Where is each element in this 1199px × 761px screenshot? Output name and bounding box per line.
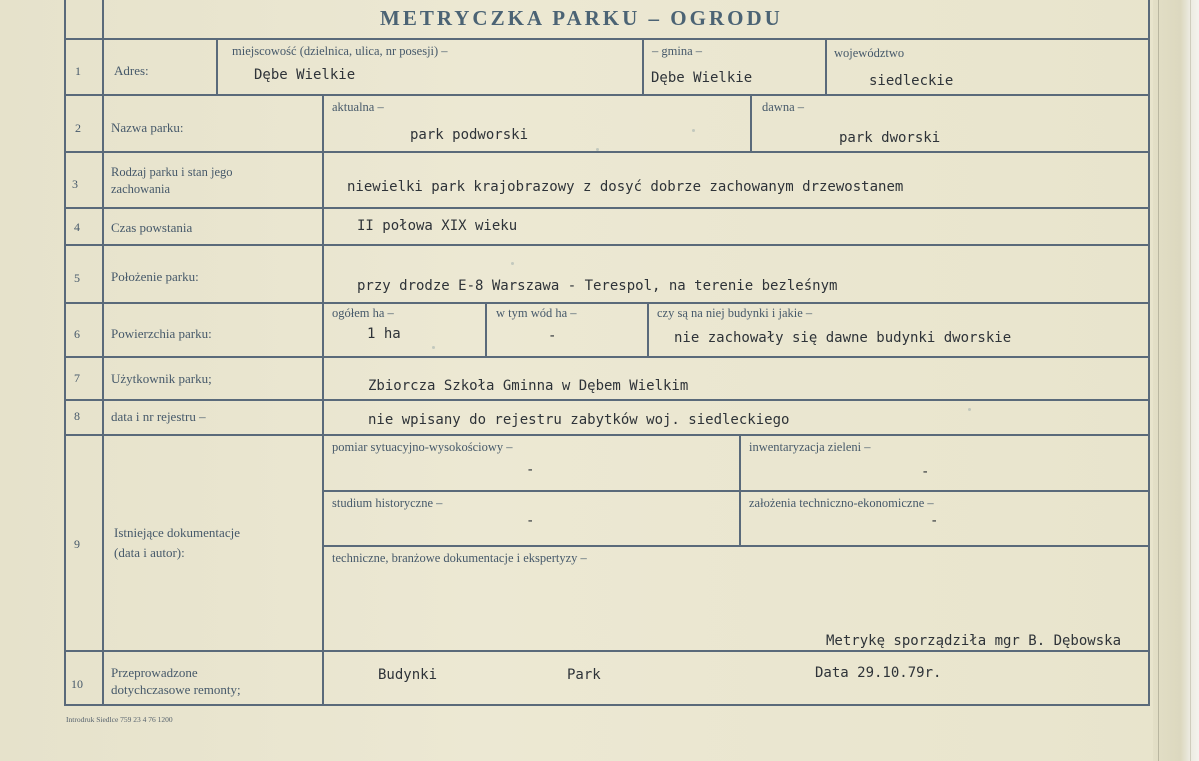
current-name-label: aktualna – xyxy=(332,100,384,114)
creation-time-label: Czas powstania xyxy=(111,220,193,235)
greenery-value: - xyxy=(921,464,930,480)
paper-speck xyxy=(692,129,695,132)
rule xyxy=(64,151,1150,153)
row-number: 6 xyxy=(74,327,80,341)
paper-speck xyxy=(511,262,514,265)
renovations-park: Park xyxy=(567,667,601,683)
buildings-value: nie zachowały się dawne budynki dworskie xyxy=(674,330,1012,346)
renovations-label: Przeprowadzone xyxy=(111,665,198,680)
rule xyxy=(485,304,487,358)
rule xyxy=(64,38,1150,40)
history-study-value: - xyxy=(526,513,535,529)
former-name-label: dawna – xyxy=(762,100,804,114)
survey-label: pomiar sytuacyjno-wysokościowy – xyxy=(332,440,513,454)
area-label: Powierzchia parku: xyxy=(111,326,212,341)
user-label: Użytkownik parku; xyxy=(111,371,212,386)
rule xyxy=(322,545,1150,547)
tech-econ-label: założenia techniczno-ekonomiczne – xyxy=(749,496,934,510)
form-date: Data 29.10.79r. xyxy=(815,665,942,681)
row-number: 2 xyxy=(75,121,81,135)
rule xyxy=(647,304,649,358)
paper-speck xyxy=(596,148,599,151)
rule xyxy=(750,96,752,153)
rule xyxy=(64,704,1150,706)
row-number: 3 xyxy=(72,177,78,191)
former-name-value: park dworski xyxy=(839,130,941,146)
renovations-buildings: Budynki xyxy=(378,667,438,683)
voivodeship-value: siedleckie xyxy=(869,73,954,89)
rule xyxy=(739,436,741,547)
rule xyxy=(322,96,324,706)
creation-time-value: II połowa XIX wieku xyxy=(357,218,518,234)
printer-footer: Introdruk Siedlce 759 23 4 76 1200 xyxy=(66,715,173,724)
rule xyxy=(825,40,827,96)
total-area-label: ogółem ha – xyxy=(332,306,394,320)
paper-edge-line xyxy=(1190,0,1191,761)
tech-econ-value: - xyxy=(930,513,939,529)
survey-value: - xyxy=(526,462,535,478)
locality-label: miejscowość (dzielnica, ulica, nr posesji) – xyxy=(232,44,448,58)
row-number: 8 xyxy=(74,409,80,423)
row-number: 1 xyxy=(75,64,81,78)
location-label: Położenie parku: xyxy=(111,269,199,284)
rule xyxy=(322,490,1150,492)
location-value: przy drodze E-8 Warszawa - Terespol, na terenie bezleśnym xyxy=(357,278,838,294)
rule xyxy=(216,40,218,96)
voivodeship-label: województwo xyxy=(834,46,905,60)
rule xyxy=(64,650,1150,652)
rule xyxy=(64,207,1150,209)
rule xyxy=(642,40,644,96)
author-note: Metrykę sporządziła mgr B. Dębowska xyxy=(826,633,1122,649)
technical-docs-label: techniczne, branżowe dokumentacje i ekspertyzy – xyxy=(332,551,587,565)
paper-edge-line xyxy=(1158,0,1159,761)
locality-value: Dębe Wielkie xyxy=(254,67,356,83)
paper-speck xyxy=(968,408,971,411)
gmina-label: – gmina – xyxy=(652,44,702,58)
row-number: 7 xyxy=(74,371,80,385)
renovations-label: dotychczasowe remonty; xyxy=(111,682,241,697)
rule xyxy=(64,244,1150,246)
current-name-value: park podworski xyxy=(410,127,529,143)
total-area-value: 1 ha xyxy=(367,326,401,342)
history-study-label: studium historyczne – xyxy=(332,496,443,510)
register-label: data i nr rejestru – xyxy=(111,409,206,424)
documentation-label: (data i autor): xyxy=(114,545,185,560)
rule xyxy=(64,399,1150,401)
row-number: 5 xyxy=(74,271,80,285)
rule xyxy=(102,0,104,706)
buildings-question-label: czy są na niej budynki i jakie – xyxy=(657,306,813,320)
park-type-value: niewielki park krajobrazowy z dosyć dobrze zachowanym drzewostanem xyxy=(347,179,904,195)
water-area-label: w tym wód ha – xyxy=(496,306,577,320)
paper-edge xyxy=(1153,0,1199,761)
row-number: 4 xyxy=(74,220,80,234)
address-label: Adres: xyxy=(114,63,149,78)
greenery-label: inwentaryzacja zieleni – xyxy=(749,440,871,454)
register-value: nie wpisany do rejestru zabytków woj. siedleckiego xyxy=(368,412,790,428)
rule xyxy=(1148,0,1150,706)
rule xyxy=(64,302,1150,304)
paper-speck xyxy=(432,346,435,349)
user-value: Zbiorcza Szkoła Gminna w Dębem Wielkim xyxy=(368,378,689,394)
park-name-label: Nazwa parku: xyxy=(111,120,184,135)
rule xyxy=(64,356,1150,358)
documentation-label: Istniejące dokumentacje xyxy=(114,525,240,540)
row-number: 10 xyxy=(71,677,83,691)
rule xyxy=(64,434,1150,436)
water-area-value: - xyxy=(548,328,557,344)
rule xyxy=(64,94,1150,96)
park-type-label: Rodzaj parku i stan jego xyxy=(111,165,233,179)
rule xyxy=(64,0,66,706)
park-type-label: zachowania xyxy=(111,182,170,196)
gmina-value: Dębe Wielkie xyxy=(651,70,753,86)
form-title: METRYCZKA PARKU – OGRODU xyxy=(380,6,783,30)
row-number: 9 xyxy=(74,537,80,551)
